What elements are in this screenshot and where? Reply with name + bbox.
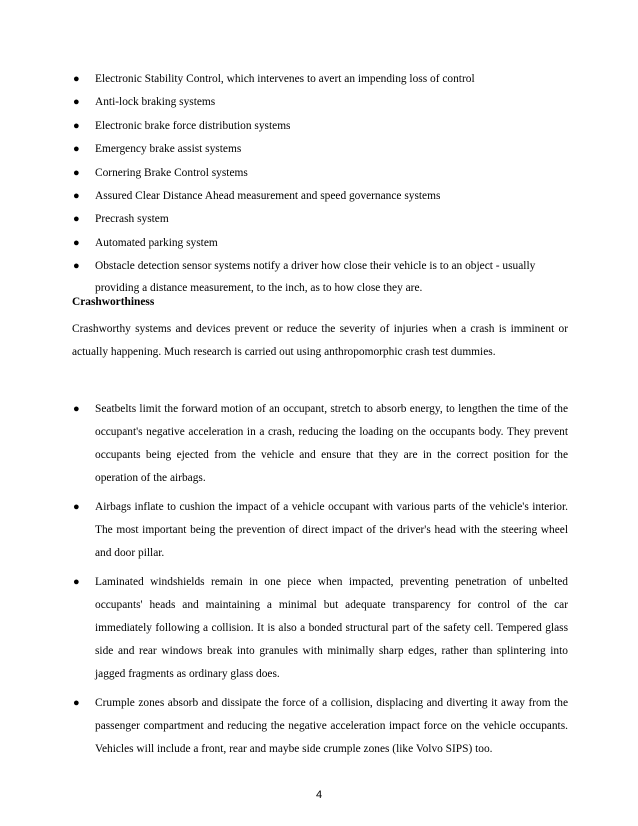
- bullet-icon: ●: [73, 213, 80, 226]
- list-item-text: Electronic Stability Control, which intervenes to avert an impending loss of control: [95, 73, 475, 85]
- list-item-text: Laminated windshields remain in one piece when impacted, preventing penetration of unbelted occupants' heads and maintaining a minimal but adequate transparency for control of the car immediately following a collision. It is also a bonded structural part of the safety cell. Tempered glass side and rear windows break into granules with minimally sharp edges, rather than splintering into jagged fragments as ordinary glass does.: [95, 576, 568, 680]
- bullet-icon: ●: [73, 119, 80, 132]
- list-item-text: Assured Clear Distance Ahead measurement and speed governance systems: [95, 189, 441, 202]
- list-item: [72, 692, 568, 761]
- list-item-text: Airbags inflate to cushion the impact of a vehicle occupant with various parts of the vehicle's interior. The most important being the prevention of direct impact of the driver's head with the steering wheel and door pillar.: [95, 501, 568, 559]
- section-heading: Crashworthiness: [72, 296, 155, 308]
- list-item: [72, 185, 568, 207]
- section-paragraph: Crashworthy systems and devices prevent or reduce the severity of injuries when a crash is imminent or actually happening. Much research is carried out using anthropomorphic crash test dummies.: [72, 323, 568, 358]
- list-item: [72, 115, 568, 137]
- list-item: [72, 208, 568, 230]
- list-item: [72, 255, 568, 299]
- list-item-text: Emergency brake assist systems: [95, 143, 242, 156]
- bullet-icon: ●: [73, 143, 80, 156]
- list-item-text: Precrash system: [95, 213, 169, 226]
- bullet-icon: ●: [73, 96, 80, 109]
- list-item-text: Electronic brake force distribution systems: [95, 119, 291, 132]
- list-item-text: Seatbelts limit the forward motion of an occupant, stretch to absorb energy, to lengthen the time of the occupant's negative acceleration in a crash, reducing the loading on the occupants body. They prevent occupants being ejected from the vehicle and ensure that they are in the correct position for the operation of the airbags.: [95, 403, 568, 484]
- bullet-icon: ●: [73, 260, 80, 273]
- list-item-text: Anti-lock braking systems: [95, 96, 216, 109]
- bullet-icon: ●: [73, 166, 80, 179]
- bullet-icon: ●: [73, 697, 80, 709]
- list-item: [72, 91, 568, 113]
- crashworthiness-list: [72, 398, 568, 767]
- list-item-text: Automated parking system: [95, 236, 218, 249]
- list-item: [72, 232, 568, 254]
- safety-systems-list: [72, 68, 568, 301]
- list-item: [72, 571, 568, 686]
- list-item: [72, 68, 568, 90]
- page-number: 4: [315, 789, 323, 801]
- bullet-icon: ●: [73, 403, 80, 415]
- list-item: [72, 496, 568, 565]
- list-item: [72, 162, 568, 184]
- list-item-text: Cornering Brake Control systems: [95, 166, 248, 179]
- list-item-text: Crumple zones absorb and dissipate the force of a collision, displacing and diverting it away from the passenger compartment and reducing the negative acceleration impact force on the vehicle occupants. Vehicles will include a front, rear and maybe side crumple zones (like Volvo SIPS) too.: [95, 697, 568, 755]
- bullet-icon: ●: [73, 501, 80, 513]
- list-item-text: Obstacle detection sensor systems notify a driver how close their vehicle is to an object - usually providing a distance measurement, to the inch, as to how close they are.: [95, 260, 536, 295]
- bullet-icon: ●: [73, 576, 80, 588]
- bullet-icon: ●: [73, 73, 80, 85]
- list-item: [72, 398, 568, 490]
- bullet-icon: ●: [73, 236, 80, 249]
- bullet-icon: ●: [73, 189, 80, 202]
- list-item: [72, 138, 568, 160]
